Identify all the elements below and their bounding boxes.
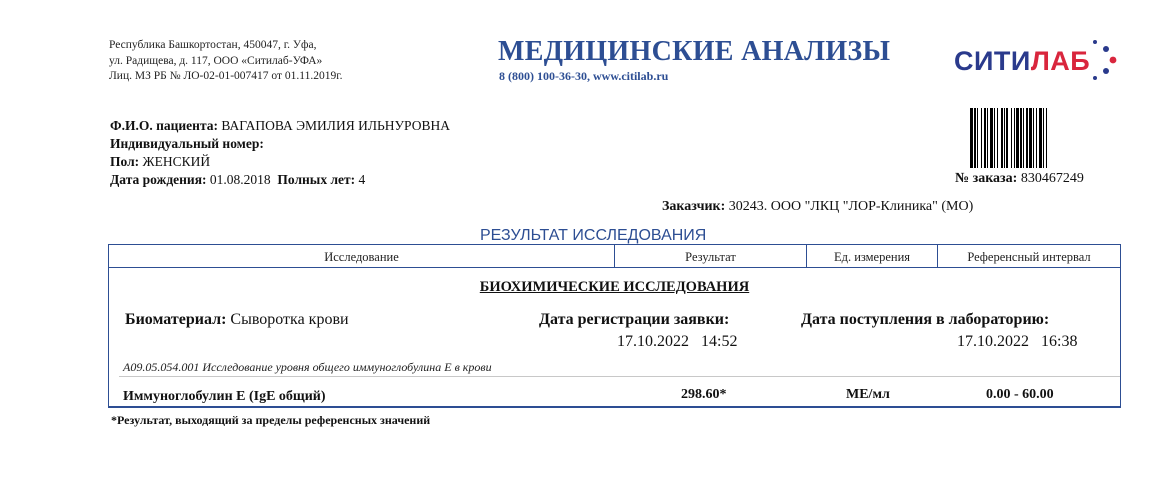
barcode-bar	[997, 108, 998, 168]
lab-address-line: ул. Радищева, д. 117, ООО «Ситилаб-УФА»	[109, 54, 323, 67]
barcode-bar	[1011, 108, 1012, 168]
row-divider	[119, 376, 1120, 377]
col-header-reference: Референсный интервал	[967, 250, 1091, 264]
lab-address	[109, 38, 343, 85]
patient-sex: ЖЕНСКИЙ	[142, 154, 211, 169]
barcode-bar	[984, 108, 986, 168]
order-label: № заказа:	[955, 171, 1018, 186]
col-header-unit: Ед. измерения	[833, 250, 911, 264]
citilab-logo	[954, 46, 1090, 77]
patient-name: ВАГАПОВА ЭМИЛИЯ ИЛЬНУРОВНА	[221, 118, 450, 133]
barcode-bar	[994, 108, 995, 168]
order-number	[955, 171, 1084, 187]
barcode-bar	[1020, 108, 1022, 168]
lab-address-line: Лиц. МЗ РБ № ЛО-02-01-007417 от 01.11.2019г.	[109, 70, 343, 82]
patient-dob: 01.08.2018	[209, 172, 271, 187]
barcode-bar	[1026, 108, 1028, 168]
patient-sex-row	[110, 153, 450, 171]
barcode-bar	[1029, 108, 1032, 168]
barcode-icon	[970, 108, 1120, 168]
test-reference: 0.00 - 60.00	[986, 387, 1054, 402]
customer	[662, 199, 973, 215]
test-unit: МЕ/мл	[846, 387, 890, 402]
patient-age: 4	[358, 172, 366, 187]
receipt-date-label: Дата поступления в лабораторию:	[801, 311, 1050, 328]
order-value: 830467249	[1020, 171, 1084, 186]
barcode-bar	[1006, 108, 1008, 168]
patient-dob-label: Дата рождения:	[110, 172, 207, 187]
document-title: МЕДИЦИНСКИЕ АНАЛИЗЫ	[498, 36, 891, 67]
registration-date-value: 17.10.2022 14:52	[617, 333, 738, 350]
barcode-bar	[1043, 108, 1044, 168]
patient-id-label: Индивидуальный номер:	[110, 136, 264, 151]
results-table	[108, 244, 1121, 408]
biomaterial-value: Сыворотка крови	[230, 311, 349, 328]
patient-age-label: Полных лет:	[277, 172, 356, 187]
test-name: Иммуноглобулин E (IgE общий)	[123, 389, 326, 404]
logo-text-part1: СИТИ	[954, 46, 1031, 76]
biomaterial	[125, 311, 349, 329]
barcode-bar	[977, 108, 978, 168]
barcode-bar	[970, 108, 973, 168]
barcode-bar	[1023, 108, 1024, 168]
patient-info	[110, 117, 450, 189]
patient-id-row	[110, 135, 450, 153]
results-title: РЕЗУЛЬТАТ ИССЛЕДОВАНИЯ	[480, 227, 707, 244]
barcode-bar	[981, 108, 982, 168]
barcode-bar	[1001, 108, 1003, 168]
contacts: 8 (800) 100-36-30, www.citilab.ru	[499, 69, 669, 83]
patient-dob-row	[110, 171, 450, 189]
patient-name-label: Ф.И.О. пациента:	[110, 118, 218, 133]
barcode-bar	[1039, 108, 1042, 168]
patient-sex-label: Пол:	[110, 154, 140, 169]
barcode-bar	[1016, 108, 1019, 168]
biomaterial-label: Биоматериал:	[125, 311, 227, 328]
barcode-bar	[974, 108, 976, 168]
customer-label: Заказчик:	[662, 199, 726, 214]
barcode-bar	[1033, 108, 1034, 168]
lab-address-line: Республика Башкортостан, 450047, г. Уфа,	[109, 39, 317, 51]
col-header-result: Результат	[685, 250, 736, 264]
test-result: 298.60*	[681, 387, 727, 402]
section-title: БИОХИМИЧЕСКИЕ ИССЛЕДОВАНИЯ	[479, 279, 750, 295]
barcode-bar	[1036, 108, 1037, 168]
barcode-bar	[987, 108, 988, 168]
col-header-test: Исследование	[324, 250, 399, 264]
barcode-bar	[990, 108, 993, 168]
customer-value: 30243. ООО "ЛКЦ "ЛОР-Клиника" (МО)	[728, 199, 974, 214]
barcode-bar	[1046, 108, 1047, 168]
receipt-date-value: 17.10.2022 16:38	[957, 333, 1078, 350]
registration-date-label: Дата регистрации заявки:	[539, 311, 730, 328]
patient-name-row	[110, 117, 450, 135]
logo-dots-icon	[1082, 35, 1122, 85]
barcode-bar	[1004, 108, 1005, 168]
footnote: *Результат, выходящий за пределы референсных значений	[111, 413, 431, 427]
logo-text-part2: ЛАБ	[1030, 46, 1091, 76]
table-bottom-border	[108, 406, 1120, 408]
table-header	[109, 245, 1120, 268]
barcode-bar	[1014, 108, 1015, 168]
test-code: A09.05.054.001 Исследование уровня общего иммуноглобулина Е в крови	[123, 360, 492, 374]
